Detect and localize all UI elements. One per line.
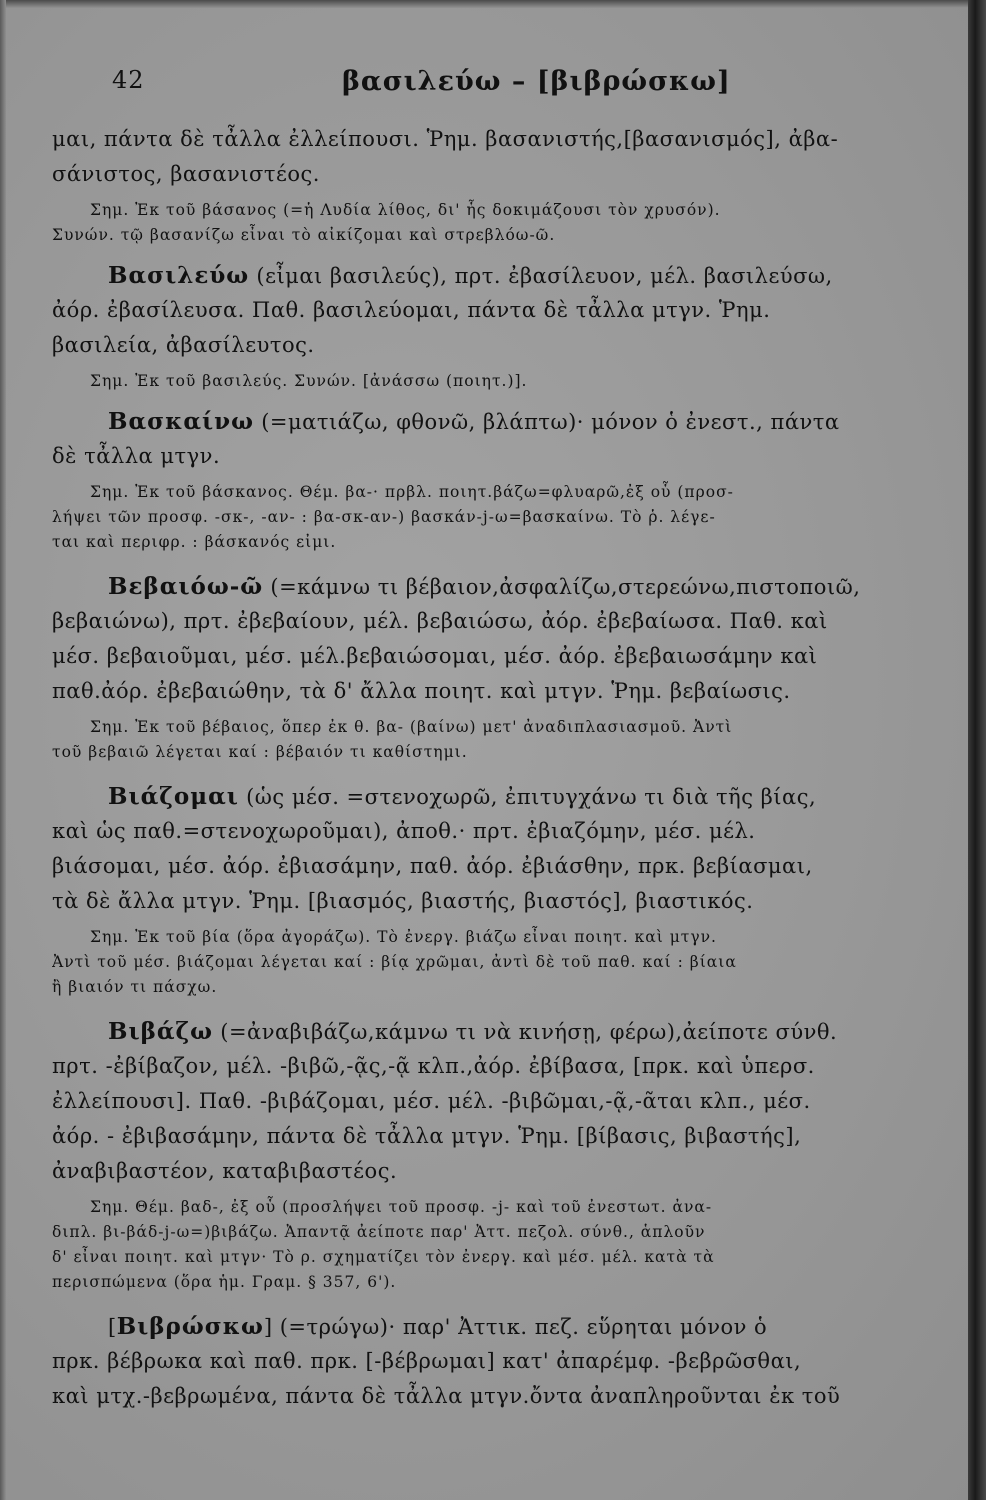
text-line: τὰ δὲ ἄλλα μτγν. Ῥημ. [βιασμός, βιαστής, βιαστός], βιαστικός. bbox=[52, 889, 754, 913]
entry-biazomai bbox=[52, 779, 922, 814]
headword: Βεβαιόω-ῶ bbox=[108, 573, 264, 600]
entry-text: (=τρώγω)· παρ' Ἀττικ. πεζ. εὕρηται μόνον ὁ bbox=[272, 1315, 768, 1339]
headword: Βιάζομαι bbox=[108, 783, 239, 810]
note-line: περισπώμενα (ὅρα ἡμ. Γραμ. § 357, 6'). bbox=[52, 1273, 397, 1291]
note-line: Σημ. Θέμ. βαδ-, ἐξ οὗ (προσλήψει τοῦ προσφ. -j- καὶ τοῦ ἐνεστωτ. ἀνα- bbox=[90, 1198, 713, 1216]
running-head: βασιλεύω – [βιβρώσκω] bbox=[342, 66, 731, 97]
note-line: Σημ. Ἐκ τοῦ βάσανος (=ἡ Λυδία λίθος, δι' ἧς δοκιμάζουσι τὸν χρυσόν). bbox=[90, 201, 721, 219]
page-header bbox=[52, 66, 922, 102]
text-line: ἀόρ. - ἐβιβασάμην, πάντα δὲ τἆλλα μτγν. Ῥημ. [βίβασις, βιβαστής], bbox=[52, 1124, 802, 1148]
headword: Βασιλεύω bbox=[108, 262, 250, 289]
entry-text: (=κάμνω τι βέβαιον,ἀσφαλίζω,στερεώνω,πιστοποιῶ, bbox=[263, 575, 861, 599]
note-line: τοῦ βεβαιῶ λέγεται καί : βέβαιόν τι καθίστημι. bbox=[52, 743, 468, 761]
text-line: ἐλλείπουσι]. Παθ. -βιβάζομαι, μέσ. μέλ. -βιβῶμαι,-ᾷ,-ᾶται κλπ., μέσ. bbox=[52, 1089, 811, 1113]
page-number: 42 bbox=[112, 66, 145, 94]
note-line: Σημ. Ἐκ τοῦ βασιλεύς. Συνών. [ἀνάσσω (ποιητ.)]. bbox=[90, 372, 528, 390]
page-binding-edge bbox=[968, 0, 986, 1500]
text-line: βεβαιώνω), πρτ. ἐβεβαίουν, μέλ. βεβαιώσω, ἀόρ. ἐβεβαίωσα. Παθ. καὶ bbox=[52, 609, 828, 633]
entry-text: (=ματιάζω, φθονῶ, βλάπτω)· μόνον ὁ ἐνεστ., πάντα bbox=[254, 410, 840, 434]
note-line: ται καὶ περιφρ. : βάσκανός εἰμι. bbox=[52, 533, 337, 551]
entry-basileuo bbox=[52, 258, 922, 293]
headword: Βασκαίνω bbox=[108, 408, 255, 435]
text-line: βιάσομαι, μέσ. ἀόρ. ἐβιασάμην, παθ. ἀόρ. ἐβιάσθην, πρκ. βεβίασμαι, bbox=[52, 854, 813, 878]
headword: Βιβάζω bbox=[108, 1018, 214, 1045]
note-line: Σημ. Ἐκ τοῦ βέβαιος, ὅπερ ἐκ θ. βα- (βαίνω) μετ' ἀναδιπλασιασμοῦ. Ἀντὶ bbox=[90, 718, 733, 736]
bracket-close: ] bbox=[263, 1315, 273, 1339]
text-line: ἀόρ. ἐβασίλευσα. Παθ. βασιλεύομαι, πάντα δὲ τἆλλα μτγν. Ῥημ. bbox=[52, 298, 771, 322]
text-line: καὶ μτχ.-βεβρωμένα, πάντα δὲ τἆλλα μτγν.ὄντα ἀναπληροῦνται ἐκ τοῦ bbox=[52, 1384, 841, 1408]
text-line: σάνιστος, βασανιστέος. bbox=[52, 162, 320, 186]
page-content bbox=[52, 122, 922, 1414]
text-line: μέσ. βεβαιοῦμαι, μέσ. μέλ.βεβαιώσομαι, μέσ. ἀόρ. ἐβεβαιωσάμην καὶ bbox=[52, 644, 818, 668]
note-line: λήψει τῶν προσφ. -σκ-, -αν- : βα-σκ-αν-) βασκάν-j-ω=βασκαίνω. Τὸ ῥ. λέγε- bbox=[52, 508, 716, 526]
page-top-shadow bbox=[0, 0, 986, 8]
text-line: δὲ τἆλλα μτγν. bbox=[52, 444, 221, 468]
note-line: διπλ. βι-βάδ-j-ω=)βιβάζω. Ἀπαντᾷ ἀείποτε παρ' Ἀττ. πεζολ. σύνθ., ἁπλοῦν bbox=[52, 1223, 706, 1241]
note-line: Συνών. τῷ βασανίζω εἶναι τὸ αἰκίζομαι καὶ στρεβλόω-ῶ. bbox=[52, 226, 556, 244]
entry-bibrosko bbox=[52, 1309, 922, 1344]
text-line: μαι, πάντα δὲ τἆλλα ἐλλείπουσι. Ῥημ. βασανιστής,[βασανισμός], ἀβα- bbox=[52, 127, 839, 151]
entry-bibazo bbox=[52, 1014, 922, 1049]
note-line: δ' εἶναι ποιητ. καὶ μτγν· Τὸ ρ. σχηματίζει τὸν ἐνεργ. καὶ μέσ. μέλ. κατὰ τὰ bbox=[52, 1248, 715, 1266]
note-line: Σημ. Ἐκ τοῦ βία (ὅρα ἀγοράζω). Τὸ ἐνεργ. βιάζω εἶναι ποιητ. καὶ μτγν. bbox=[90, 928, 717, 946]
entry-baskaino bbox=[52, 404, 922, 439]
text-line: πρτ. -ἐβίβαζον, μέλ. -βιβῶ,-ᾷς,-ᾷ κλπ.,ἀόρ. ἐβίβασα, [πρκ. καὶ ὑπερσ. bbox=[52, 1054, 815, 1078]
page-left-shadow bbox=[0, 0, 6, 1500]
entry-text: (ὡς μέσ. =στενοχωρῶ, ἐπιτυγχάνω τι διὰ τῆς βίας, bbox=[238, 785, 817, 809]
entry-text: (=ἀναβιβάζω,κάμνω τι νὰ κινήσῃ, φέρω),ἀείποτε σύνθ. bbox=[213, 1020, 838, 1044]
entry-bebaioo bbox=[52, 569, 922, 604]
note-line: Ἀντὶ τοῦ μέσ. βιάζομαι λέγεται καί : βίᾳ χρῶμαι, ἀντὶ δὲ τοῦ παθ. καί : βίαια bbox=[52, 953, 737, 971]
entry-text: (εἶμαι βασιλεύς), πρτ. ἐβασίλευον, μέλ. βασιλεύσω, bbox=[249, 264, 833, 288]
headword: Βιβρώσκω bbox=[116, 1313, 264, 1340]
text-line: καὶ ὡς παθ.=στενοχωροῦμαι), ἀποθ.· πρτ. ἐβιαζόμην, μέσ. μέλ. bbox=[52, 819, 756, 843]
text-line: πρκ. βέβρωκα καὶ παθ. πρκ. [-βέβρωμαι] κατ' ἀπαρέμφ. -βεβρῶσθαι, bbox=[52, 1349, 802, 1373]
text-line: παθ.ἀόρ. ἐβεβαιώθην, τὰ δ' ἄλλα ποιητ. καὶ μτγν. Ῥημ. βεβαίωσις. bbox=[52, 679, 791, 703]
note-line: ἢ βιαιόν τι πάσχω. bbox=[52, 978, 218, 996]
text-line: βασιλεία, ἀβασίλευτος. bbox=[52, 333, 315, 357]
note-line: Σημ. Ἐκ τοῦ βάσκανος. Θέμ. βα-· πρβλ. ποιητ.βάζω=φλυαρῶ,ἐξ οὗ (προσ- bbox=[90, 483, 734, 501]
text-line: ἀναβιβαστέον, καταβιβαστέος. bbox=[52, 1159, 398, 1183]
bracket-open: [ bbox=[108, 1315, 117, 1339]
